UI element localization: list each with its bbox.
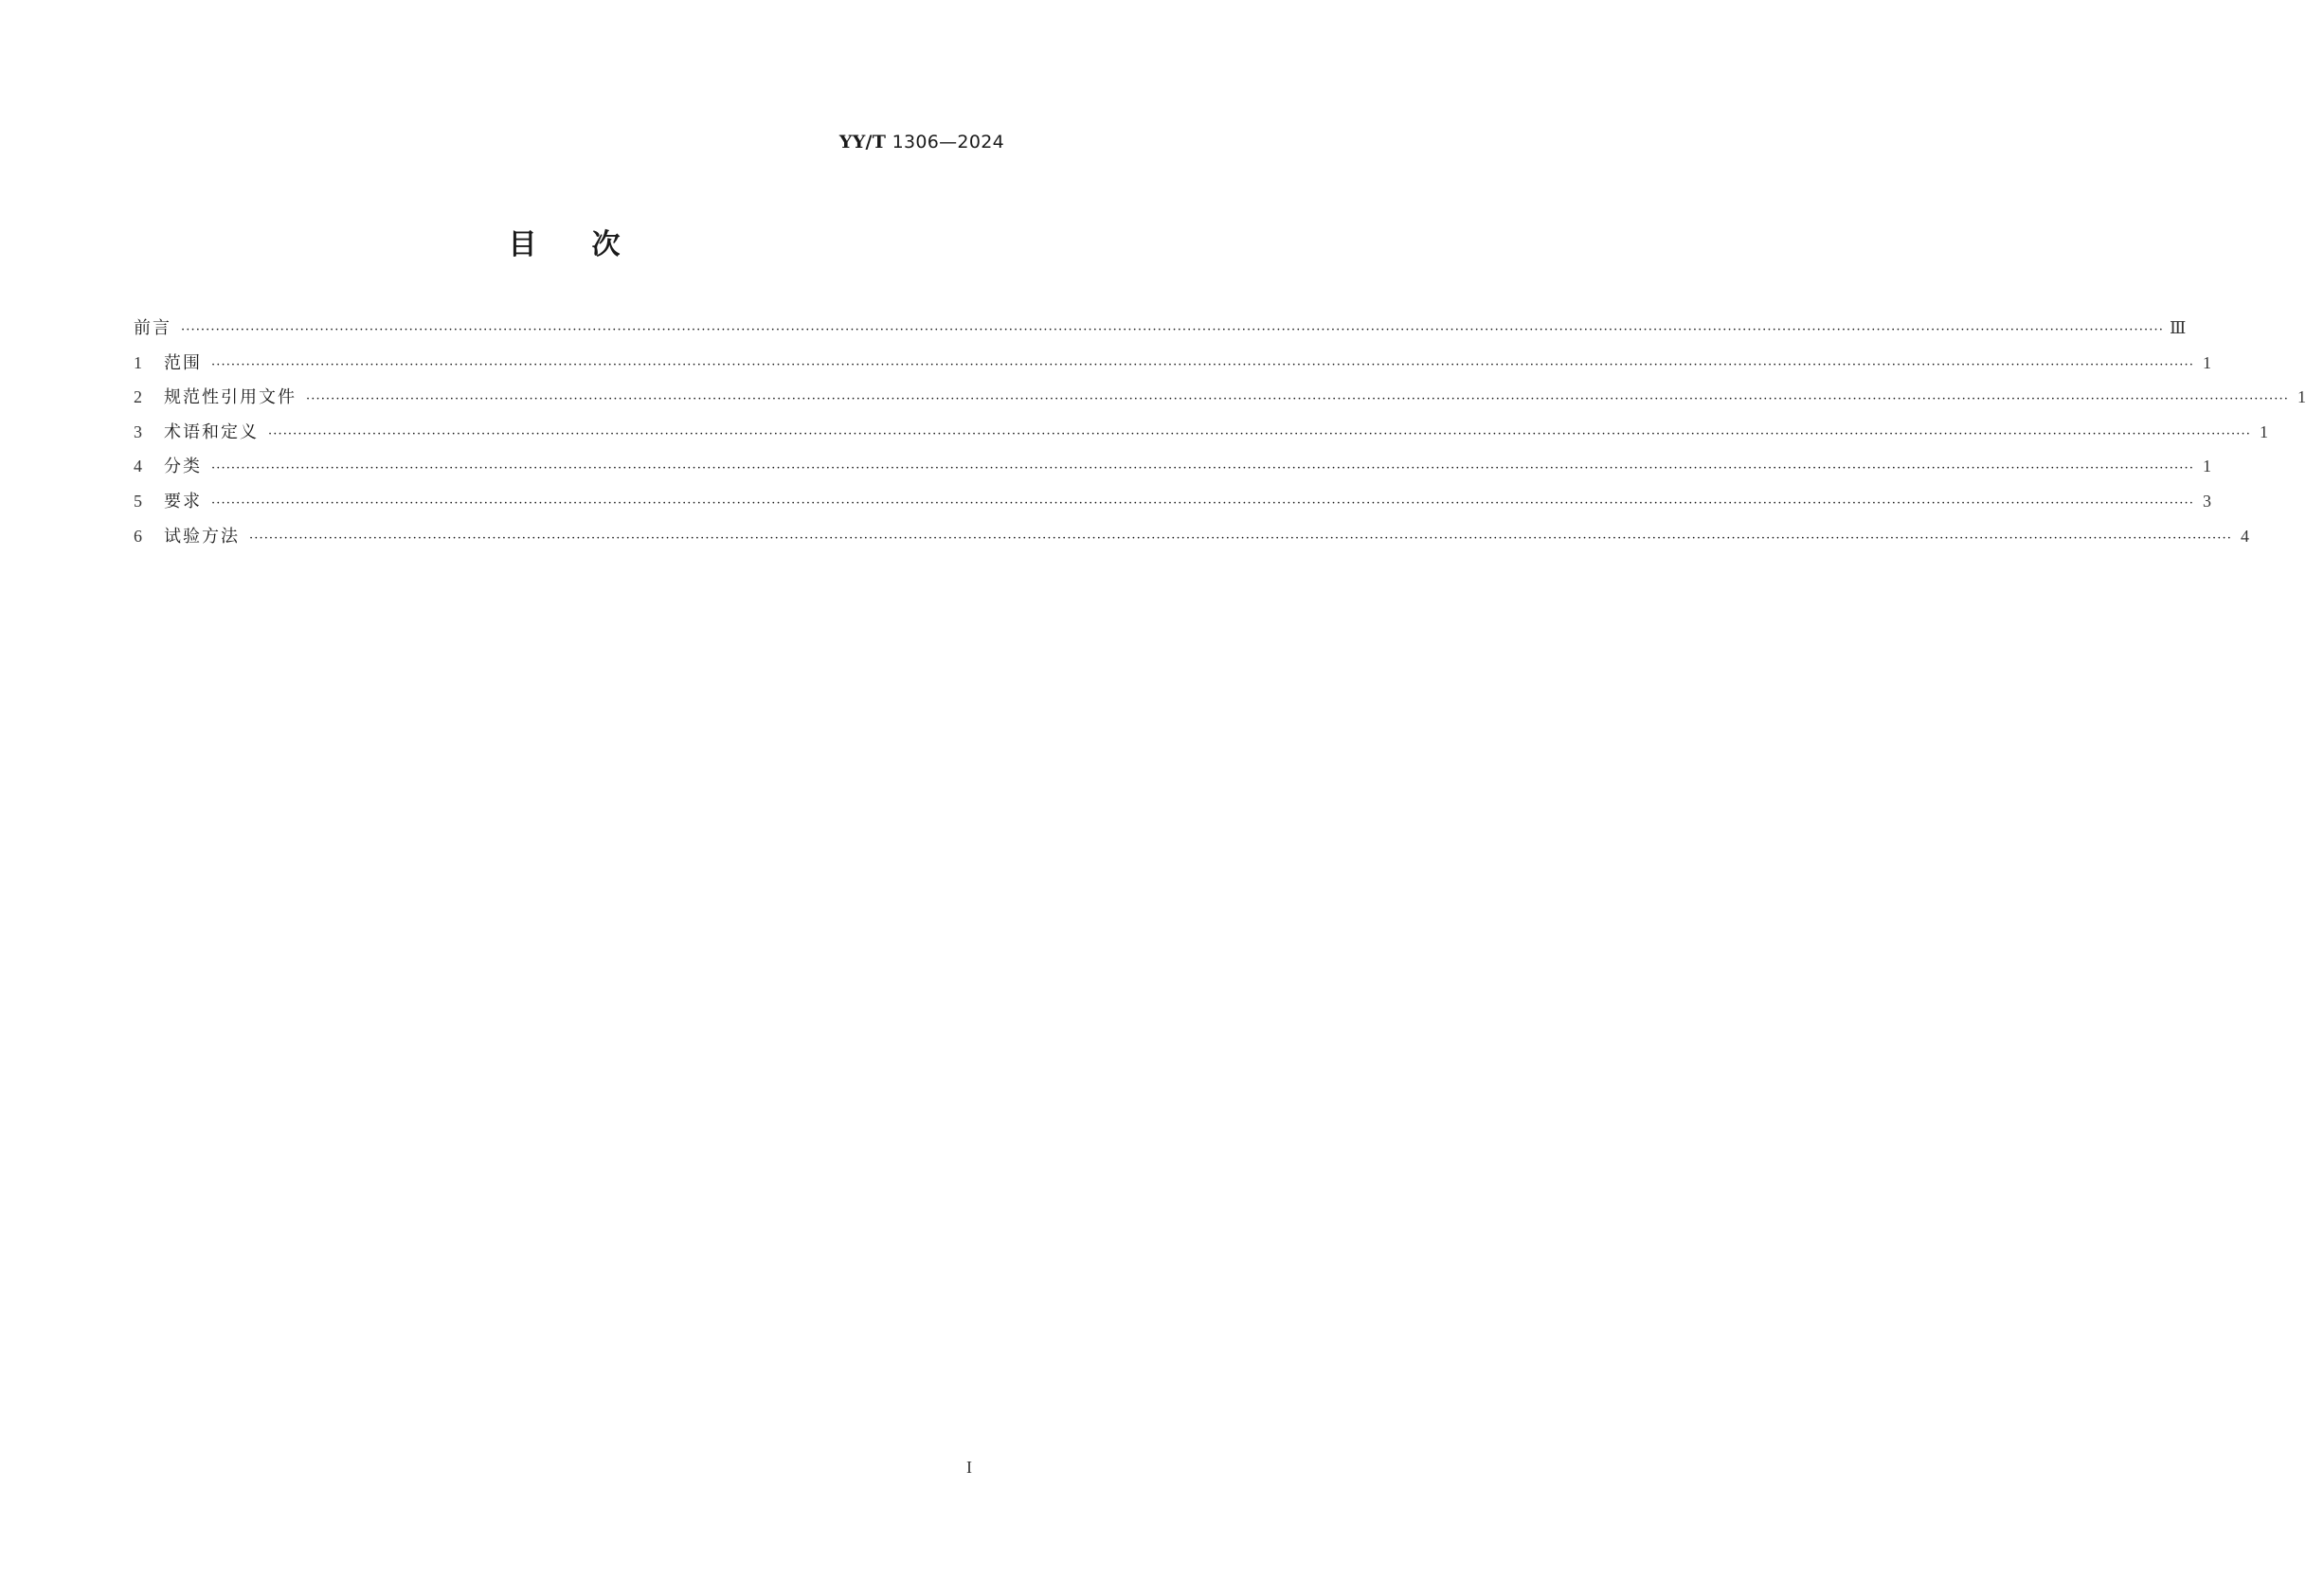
toc-entry-number: 2 — [134, 387, 142, 407]
toc-entry-number: 5 — [134, 491, 142, 511]
toc-entry-label: 试验方法 — [164, 526, 240, 547]
document-code — [839, 134, 1004, 152]
toc-entry-number: 4 — [134, 457, 142, 476]
toc-entry-label: 术语和定义 — [164, 421, 259, 442]
toc-entry-label: 分类 — [164, 457, 202, 477]
toc-entry-foreword[interactable] — [134, 318, 2187, 354]
toc-entry-number: 1 — [134, 352, 142, 372]
toc-entry-page: 1 — [2259, 421, 2268, 441]
toc-leader-dots: ················································································································································································································································································································································································································ — [268, 426, 2251, 441]
toc-entry-label: 要求 — [164, 491, 202, 511]
toc-entry-scope[interactable] — [134, 352, 2211, 389]
toc-leader-dots: ················································································································································································································································································································································································································ — [211, 461, 2194, 476]
toc-entry-label: 前言 — [134, 318, 171, 338]
toc-entry-page: 1 — [2297, 387, 2306, 407]
document-code-number: 1306—2024 — [892, 132, 1004, 152]
toc-entry-normative-references[interactable] — [134, 387, 2306, 423]
toc-leader-dots: ················································································································································································································································································································································································································ — [211, 357, 2194, 372]
toc-entry-page: 1 — [2202, 457, 2211, 476]
toc-leader-dots: ················································································································································································································································································································································································································ — [181, 323, 2164, 337]
toc-entry-number: 3 — [134, 421, 142, 441]
table-of-contents — [134, 318, 2306, 562]
toc-entry-classification[interactable] — [134, 457, 2211, 493]
toc-entry-number: 6 — [134, 526, 142, 546]
toc-leader-dots: ················································································································································································································································································································································································································ — [249, 530, 2232, 546]
toc-entry-label: 规范性引用文件 — [164, 387, 297, 408]
document-code-prefix: YY/T — [838, 132, 887, 152]
toc-entry-test-methods[interactable] — [134, 526, 2249, 563]
toc-entry-label: 范围 — [164, 352, 202, 373]
toc-entry-page: 4 — [2240, 526, 2249, 546]
toc-title: 目次 — [508, 228, 676, 261]
toc-leader-dots: ················································································································································································································································································································································································································ — [306, 392, 2289, 407]
toc-entry-page: 3 — [2202, 491, 2211, 511]
page-number: I — [966, 1458, 972, 1477]
toc-entry-terms-definitions[interactable] — [134, 421, 2268, 458]
toc-leader-dots: ················································································································································································································································································································································································································ — [211, 495, 2194, 511]
toc-entry-requirements[interactable] — [134, 491, 2211, 528]
toc-entry-page: 1 — [2202, 352, 2211, 372]
toc-entry-page: Ⅲ — [2169, 318, 2187, 337]
